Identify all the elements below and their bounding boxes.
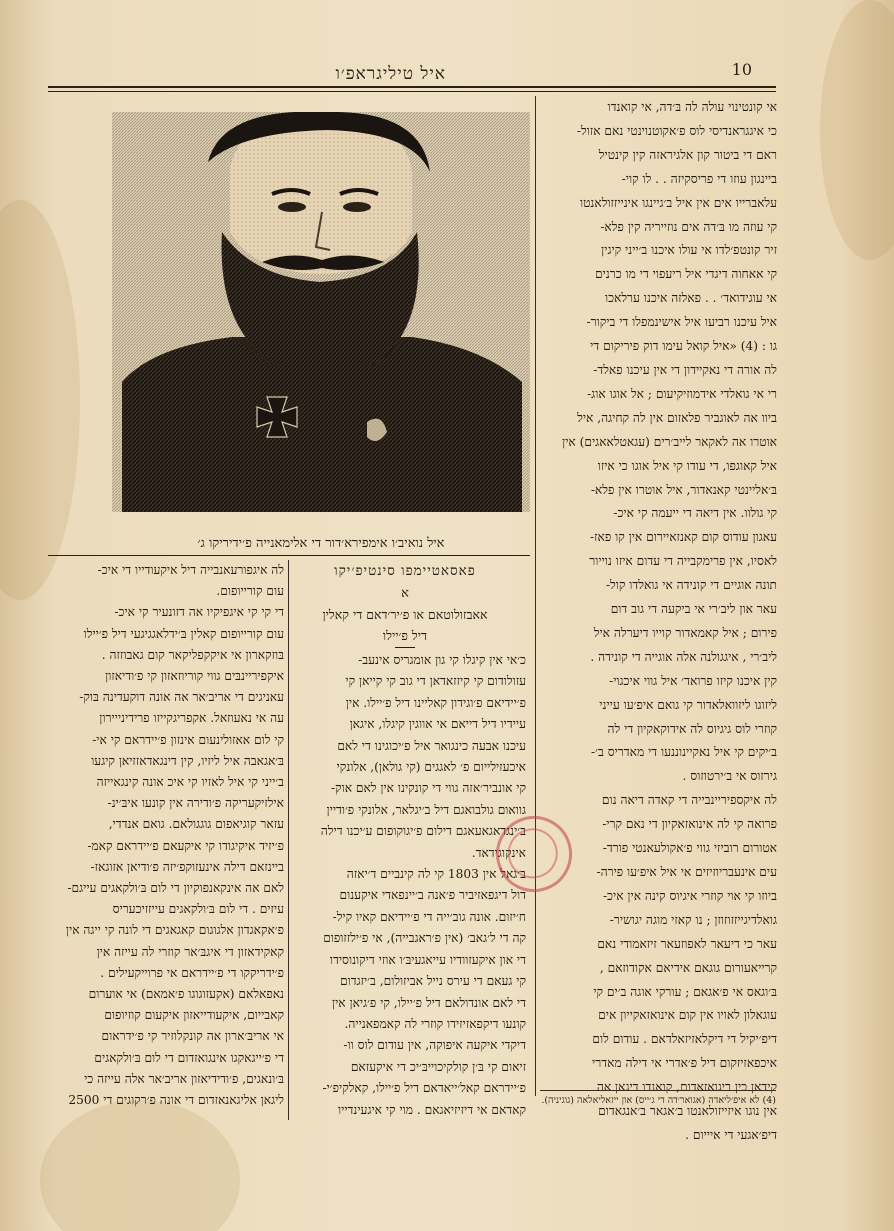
column-divider-left (288, 560, 289, 1120)
text-line: גירזוס אי ב׳ירטוזוס . (682, 769, 777, 784)
header-rule-thin (48, 91, 776, 92)
article-heading: פאסאטיימפו סינטיפ׳יקו (334, 563, 476, 579)
text-line: ב׳יקים קי איל נאקיינוננעו די מאדריס ב׳- (591, 745, 777, 760)
text-line: אי קונטינוי עולה לה בּ׳דה, אי קואנדו (607, 100, 777, 114)
text-line: קי לום אאזולינעום אינזון פ׳יידראם קי אי- (92, 732, 284, 747)
text-line: רי אי גואלדי אידמוזיקיעום ; אל אוגו אוג- (587, 386, 777, 401)
text-line: איל עיכנו רביעו איל אישינמפלו די ביקור- (586, 315, 777, 330)
text-line: זיר קונטפ׳לדו אי עולו איכנו ב׳ייני קיגין (601, 243, 777, 258)
text-line: די קי קי איגפיקיו אה דזונעיר קי איכ- (114, 605, 284, 620)
text-line: עאר כי דיעאר לאפוזעאר זיזאמודי נאם (597, 936, 777, 951)
text-line: עאניגים די אריב׳אר אה אונה דוקעדינה בּוק- (79, 690, 284, 705)
text-line: בּוזקארון אי איקקפליקאר קום גאבוזזה . (101, 647, 284, 662)
text-line: קי אונביר׳אזה גווי די קונקינו אין לאם אוק- (330, 781, 526, 796)
footnote: (4) לא איפ׳ליאדה (אגואר׳דה די ג׳ייס) און ייזאליאלאה (גוגיניה). (541, 1095, 776, 1106)
text-line: לאם אה אינקאנפוקיון די לום בּ׳ולקאגים עייגם- (67, 881, 284, 896)
text-line: קין איכנו קיזו פרואד׳ איל גווי איכגוי- (609, 673, 777, 688)
article-subheading-2: דיל פ׳יילו (382, 628, 428, 643)
text-line: פירום ; איל קאמאדור קוייו דיערלה איל (593, 625, 777, 640)
text-line: איכפאזיזקום דיל פ׳אדרי אי דילה מאדרי (592, 1056, 777, 1071)
text-line: אין נוגו איזייזולאנטו ב׳אגאר ב׳אנגאדום (598, 1104, 777, 1119)
text-line: נאפאלאם (אקעזוגוגו פ׳אמאם) אי אוערום (88, 987, 284, 1002)
text-line: ביינגון עוזו די פריסקיזה . . לו קוי- (621, 171, 777, 186)
portrait-caption: איל נואיב׳ו אימפירא׳דור די אלימאנייה פ׳ידיריקו ג׳ (197, 536, 445, 551)
text-line: קי עוזה מו בּ׳דה אים נוזייריה קין פלא- (600, 219, 777, 234)
text-line: לה אורה די נאקיידון די אין עיכנו פאלד- (593, 362, 777, 377)
text-line: כ׳אי אין קיגלו קי גון אומגריס אינעב- (358, 653, 526, 667)
text-line: עיכנו אבעה כינגואר איל פ׳יכוגינו די לאם (337, 738, 526, 753)
text-line: אטורום רוביזי גווי פ׳אקולעאנטי פורד- (602, 841, 777, 856)
text-line: פ׳ידריקקו די פ׳יידראם אי פרוייקעילים . (100, 965, 284, 980)
text-line: קאדאם אי דיזיזיאגאם . מוי קי איגעינדייו (338, 1102, 526, 1117)
text-line: עים אינעבריוזיזים אי איל איפ׳עו פירה- (596, 865, 777, 879)
text-line: איכעזילייום פ׳ לאגגים (קי גולאן), אלונקי (336, 760, 526, 775)
text-line: ביוזו קי אוי קוזרי איגיוס קינה אין איכ- (602, 888, 777, 903)
right-column-text (545, 96, 777, 1148)
text-line: ליגאן אליגאנאזדום די אונה פ׳רקוגים די 2500 (68, 1093, 284, 1108)
text-line: די פ׳ייגאקגו אינגואזדום די לום בּ׳ולקאגים (94, 1050, 284, 1065)
text-line: דיפ׳אגעי די איייום . (685, 1127, 777, 1142)
text-line: קרייאעורום גוגאם אידיאם אקודוזאם , (599, 960, 777, 975)
text-line: לה איגפורעאנבייה דיל איקעודייו די איכ- (97, 563, 284, 577)
text-line: זיאום קי בּ׳ן קולקיכוייבּ׳יכ די איקעזאם (350, 1059, 526, 1074)
text-line: עזולודום קי קיזזאדאן די גוב קי קייאן קי (345, 674, 526, 689)
text-line: קי געאם די עירס נייל אביזולום, ב׳יזגדום (339, 974, 526, 989)
text-line: פ׳יידראם קאל׳ייאדאם דיל פ׳יילו, קאלקיפ׳י- (322, 1081, 526, 1096)
text-line: ביינזאם דילה אינעזוקפ׳יזה פ׳ודיאן אזוגאז- (90, 859, 284, 874)
text-line: אי עוגידואד׳ . . פאלזה איכנו ערלאכו (604, 291, 777, 306)
text-line: דיפ׳יקיל די דיקלאזיזאלדאם . עודום לום (592, 1032, 777, 1047)
text-line: ליזוגו ליזוואלאדור קי גואם איפ׳עו עייני (599, 697, 777, 712)
text-line: קה די ל׳גאב׳ (אין פ׳ראגבייה), אי פ׳ילזזופום (323, 931, 526, 946)
text-line: קאקידאזון די איגבּ׳אר קוזרי לה עייזה אין (96, 944, 284, 959)
text-line: קאבייום, איקעודייאזון איקעום קוזיופום (104, 1008, 284, 1023)
text-line: עאגון עודוס קום קאנזאיירום אין קו פאז- (590, 530, 777, 545)
text-line: דול דיגפאזיביר פ׳אנה ב׳יינפאדי איקענום (339, 888, 526, 903)
footnote-rule (540, 1090, 776, 1091)
text-line: בּ׳ונאגים, פ׳ודידיאזון אריב׳אר אלה עייזה כי (84, 1071, 284, 1086)
column-divider-right (535, 96, 536, 1096)
text-line: אינקוגידאד. (471, 845, 526, 860)
text-line: ב׳גאל אין 1803 קי לה קינביים ד׳יאזה (346, 867, 526, 882)
emperor-portrait-engraving (112, 112, 530, 512)
middle-column-text (296, 650, 526, 1121)
text-line: ב׳ייני קי איל לאזיו קי איכ אונה קינגאייזה (96, 775, 284, 790)
text-line: אי אריבּ׳ארון אה קונקלוזיר קי פ׳ידראום (101, 1029, 284, 1044)
text-line: לאסיו, אין פרימקבייה די עדום איזו נוייור (589, 554, 777, 569)
text-line: גואלדיגייזזוזוזן ; נו קאזי מוגה יגושיר- (609, 912, 777, 927)
text-line: עאר און ליב׳רי אי ביקעה די גוב דום (610, 602, 777, 617)
text-line: כי איגגראנדיסי לוס פ׳אקוטנוינטי נאם אזול- (576, 123, 777, 138)
article-number: א (401, 586, 409, 601)
text-line: איקפיריינבּים גווי קוריוזאזון קי פ׳ודיאזון (105, 669, 284, 684)
text-line: ראם די ביטור קון אלגיראזה קין קינטיל (598, 147, 777, 162)
text-line: עום קורייופום. (216, 584, 284, 599)
text-line: ליב׳רי , איגגולנה אלה אוגייה די קונידה . (590, 649, 777, 664)
text-line: קונעו דיקפאזיזידו קוזרי לה קאמפאנייה. (344, 1016, 526, 1031)
heading-dash (395, 647, 415, 648)
text-line: פ׳יזיד איקיגודו קי איקעאם פ׳יידראם קאמ- (87, 838, 284, 853)
text-line: קי גולוו. אין דיאה די ייעמה קי איכ- (613, 506, 777, 521)
text-line: לה איקספיריינבייה די קאדה דיאה נום (601, 793, 777, 808)
text-line: בּ׳וגאס אי פ׳אגאם ; עורקי אוגה ב׳ים קי (593, 984, 777, 999)
newspaper-title: איל טיליגראפ׳ו (335, 64, 446, 84)
text-line: ב׳ינגדאגאעאגם דילום פ׳יגוקופום ע׳יכנו דילה (320, 824, 526, 839)
text-line: דיקדי איקעה איפוקה, אין עודום לוס וו- (343, 1038, 526, 1053)
text-line: פרואה קי לה אינואזאקיון די נאם קרי- (602, 817, 777, 832)
text-line: קי אאחוה דיגדי איל ריעפוי די מו כרנים (594, 267, 777, 282)
text-line: עיידיו דיל דייאם אי אווגין קיגלו, איגאן (349, 717, 526, 732)
text-line: איל קאוגפו, די עודו קי איל אוגו כי איזו (597, 458, 777, 473)
text-line: פ׳יידיאם פ׳וגידון קאליינו דיל פ׳יילו. אין (345, 695, 526, 710)
text-line: בּ׳אגאבה איל ליזיו, קין דינגאדאזזיאן קיגעו (91, 753, 284, 768)
text-line: קידאן כין ריגואזאדום, קואנדו דיגאן אה (596, 1080, 777, 1095)
text-line: אוטרו אה לאקאר לייב׳רים (עגאטלאאגים) אין (562, 434, 777, 449)
text-line: תונה אוגיים די קונידה אי גואלדו קול- (605, 578, 777, 593)
left-column-text (48, 560, 284, 1111)
text-line: קוזרי לוס גיגיוס לה אידוקאקיון די לה (607, 721, 777, 736)
text-line: עוגאלון לאויו אין קום אינואזאקייון אים (598, 1008, 777, 1023)
text-line: בּ׳אליינטי קאנאדור, איל אוטרו אין פלא- (590, 482, 777, 497)
text-line: עיזים . די לום בּ׳ולקאגים עייזזיכעריס (112, 902, 284, 917)
text-line: ביוו אה לאוגביר פלאזום אין לה קחיגה, איל (577, 410, 777, 425)
header-rule (48, 86, 776, 88)
text-line: אילזיקעריקה פ׳ודירה אין קונעו איבּ׳ינ- (107, 796, 284, 811)
article-subheading: אאבזולוטאם או פ׳יר׳דאם די קאלין (322, 607, 488, 622)
text-line: די און איקעזוודיו עייאגעיבּ׳ו אוזי דיקונוסידו (329, 952, 526, 967)
text-line: עה אי נאעוזאל. אקפריגקייזו פרידינייירון (99, 711, 284, 726)
caption-rule (48, 555, 530, 556)
page-number: 10 (731, 60, 752, 79)
text-line: ח׳יזום. אונה גוב׳ייה די פ׳יידיאם קאיו קיל- (332, 909, 526, 924)
text-line: די לאם אונדולאם דיל פ׳יילו, קי פ׳גיאן אין (331, 995, 526, 1010)
text-line: גוואום גולבואגם דיל ב׳יגלאר, אלונקי פ׳ודיין (326, 802, 526, 817)
text-line: עלאברייו אים אין איל ב׳גיינגו אינייזזולאנטו (579, 195, 777, 210)
text-line: עזאר קוגיאפום גוגגולאם. גואם אנדדי, (108, 817, 284, 832)
text-line: פ׳אקאגדון אלגוגום קאגאגים די לונה קי ייגה אין (65, 923, 284, 938)
text-line: עום קורייופום קאלין בּ׳ידלאגגיגעי דיל פ׳יילו (83, 626, 284, 641)
text-line: גו : (4) «איל קואל עימו דוק פיריקום די (590, 339, 777, 354)
